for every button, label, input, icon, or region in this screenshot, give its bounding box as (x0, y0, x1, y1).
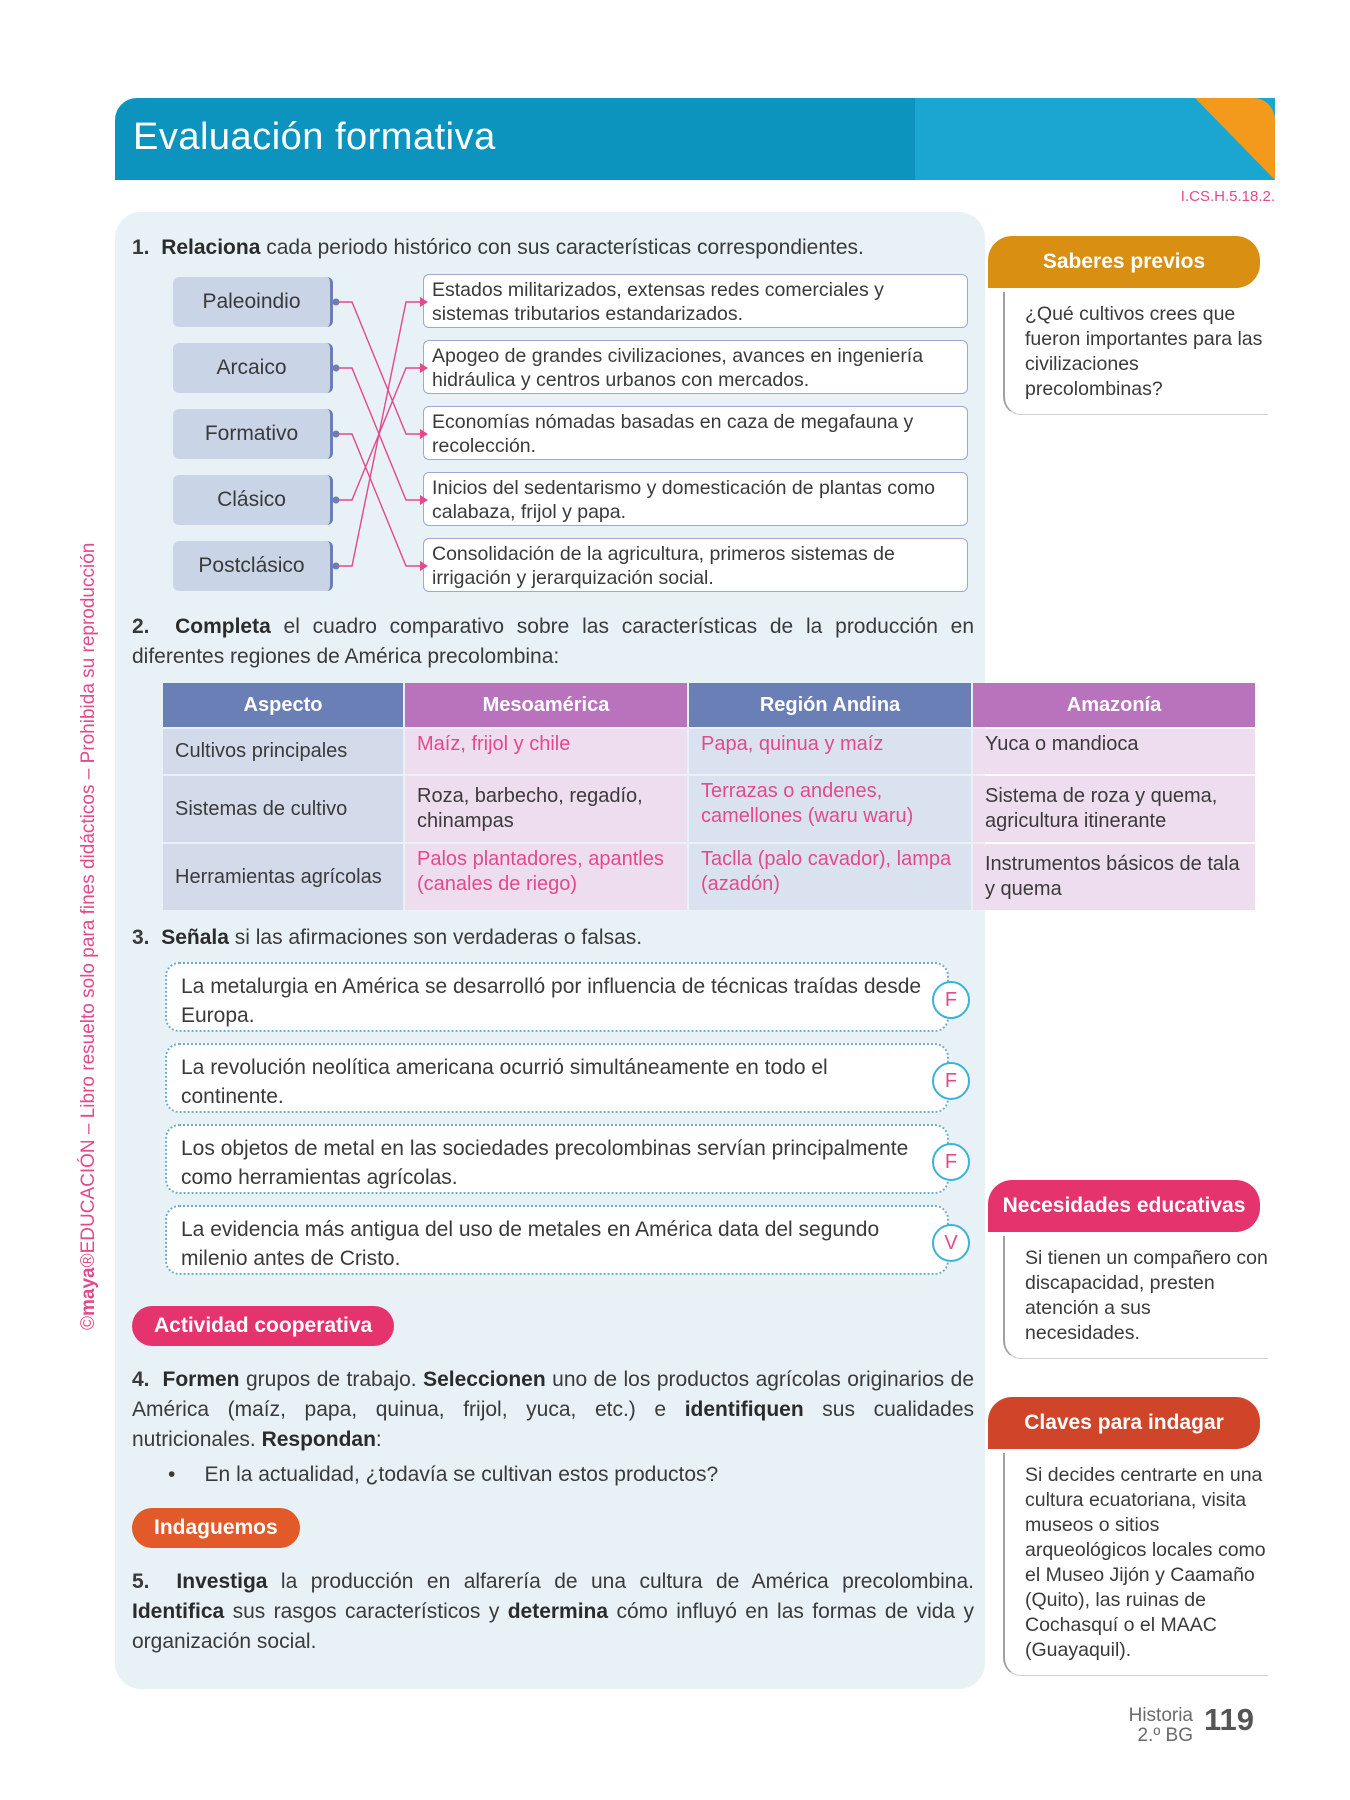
question-number: 5. (132, 1570, 150, 1593)
answer-cell[interactable]: Palos plantadores, apantles (canales de riego) (405, 844, 687, 910)
cooperative-activity-label: Actividad cooperativa (132, 1306, 394, 1346)
table-cell: Instrumentos básicos de tala y quema (973, 844, 1255, 910)
page-number: 119 (1204, 1702, 1255, 1737)
question-3 (132, 923, 972, 953)
answer-cell[interactable]: Taclla (palo cavador), lampa (azadón) (689, 844, 971, 910)
matching-lines (330, 270, 430, 590)
dua-title: DUA (952, 12, 1008, 42)
description-3[interactable]: Economías nómadas basadas en caza de megafauna y recolección. (423, 406, 968, 460)
necesidades-educativas-text: Si tienen un compañero con discapacidad, presten atención a sus necesidades. (1003, 1236, 1268, 1359)
description-2[interactable]: Apogeo de grandes civilizaciones, avances en ingeniería hidráulica y centros urbanos con mercados. (423, 340, 968, 394)
match-arrow (420, 363, 428, 373)
comparison-table (161, 681, 1257, 912)
header-mesoamerica: Mesoamérica (405, 683, 687, 727)
question-5 (132, 1567, 974, 1657)
table-cell: Sistema de roza y quema, agricultura itinerante (973, 776, 1255, 842)
question-1 (132, 233, 972, 263)
period-arcaico[interactable]: Arcaico (173, 343, 333, 393)
question-number: 1. (132, 236, 150, 259)
dua-subtitle: Acción y expresión (879, 44, 1081, 69)
question-text: : (375, 1428, 382, 1451)
answer-circle[interactable]: F (932, 1062, 970, 1100)
answer-circle[interactable]: F (932, 1143, 970, 1181)
question-number: 2. (132, 615, 150, 638)
match-arrow (420, 429, 428, 439)
table-header-row (163, 683, 1255, 727)
statement-box: La revolución neolítica americana ocurrió simultáneamente en todo el continente. (165, 1043, 949, 1113)
claves-para-indagar-title: Claves para indagar (988, 1397, 1260, 1449)
statement-box: Los objetos de metal en las sociedades precolombinas servían principalmente como herramientas agrícolas. (165, 1124, 949, 1194)
saberes-previos-title: Saberes previos (988, 236, 1260, 288)
answer-cell[interactable]: Terrazas o andenes, camellones (waru waru) (689, 776, 971, 842)
question-text: cómo influyó en las formas de vida y organización social. (132, 1600, 974, 1653)
table-row (163, 844, 1255, 910)
copyright-text: EDUCACIÓN – Libro resuelto solo para fines didácticos – Prohibida su reproducción (78, 542, 99, 1254)
header-region-andina: Región Andina (689, 683, 971, 727)
question-verb: Señala (161, 926, 229, 949)
period-postclasico[interactable]: Postclásico (173, 541, 333, 591)
header-aspecto: Aspecto (163, 683, 403, 727)
answer-cell[interactable]: Maíz, frijol y chile (405, 729, 687, 774)
description-1[interactable]: Estados militarizados, extensas redes comerciales y sistemas tributarios estandarizados. (423, 274, 968, 328)
question-text: sus rasgos característicos y (224, 1600, 508, 1623)
period-clasico[interactable]: Clásico (173, 475, 333, 525)
footer-subject (1115, 1706, 1193, 1746)
table-cell: Roza, barbecho, regadío, chinampas (405, 776, 687, 842)
question-verb: Relaciona (161, 236, 261, 259)
table-row (163, 776, 1255, 842)
header-band (115, 98, 1275, 180)
row-label: Herramientas agrícolas (163, 844, 403, 910)
statement-box: La metalurgia en América se desarrolló por influencia de técnicas traídas desde Europa. (165, 962, 949, 1032)
question-number: 3. (132, 926, 150, 949)
description-5[interactable]: Consolidación de la agricultura, primeros sistemas de irrigación y jerarquización social. (423, 538, 968, 592)
question-4 (132, 1365, 974, 1455)
bold-term: Respondan (261, 1428, 376, 1451)
claves-para-indagar-text: Si decides centrarte en una cultura ecuatoriana, visita museos o sitios arqueológicos locales como el Museo Jijón y Caamaño (Quito), las ruinas de Cochasquí o el MAAC (Guayaquil). (1003, 1453, 1268, 1676)
question-number: 4. (132, 1368, 150, 1391)
answer-cell[interactable]: Yuca o mandioca (973, 729, 1255, 774)
bold-term: Identifica (132, 1600, 225, 1623)
period-formativo[interactable]: Formativo (173, 409, 333, 459)
bold-term: identifiquen (684, 1398, 804, 1421)
question-text: grupos de trabajo. (239, 1368, 424, 1391)
match-arrow (420, 561, 428, 571)
match-arrow (420, 297, 428, 307)
necesidades-educativas-title: Necesidades educativas (988, 1180, 1260, 1232)
row-label: Cultivos principales (163, 729, 403, 774)
row-label: Sistemas de cultivo (163, 776, 403, 842)
answer-circle[interactable]: F (932, 981, 970, 1019)
question-text: cada periodo histórico con sus características correspondientes. (260, 236, 864, 259)
copyright-margin-note: ©maya®EDUCACIÓN – Libro resuelto solo para fines didácticos – Prohibida su reproducción (78, 542, 99, 1330)
question-text: sus cualidades nutricionales. (132, 1398, 974, 1451)
skill-code: I.CS.H.5.18.2. (1180, 188, 1275, 205)
bold-term: determina (507, 1600, 609, 1623)
question-text: si las afirmaciones son verdaderas o falsas. (228, 926, 643, 949)
bold-term: Formen (162, 1368, 240, 1391)
indaguemos-label: Indaguemos (132, 1508, 300, 1548)
grade-level: 2.º BG (1137, 1725, 1193, 1746)
question-text: la producción en alfarería de una cultura de América precolombina. (267, 1570, 974, 1593)
bullet-icon: • (168, 1463, 176, 1486)
question-text: uno de los productos agrícolas originarios de América (maíz, papa, quinua, frijol, yuca, etc.) e (132, 1368, 974, 1421)
question-text: el cuadro comparativo sobre las características de la producción en diferentes regiones de América precolombina: (132, 615, 975, 668)
saberes-previos-text: ¿Qué cultivos crees que fueron importantes para las civilizaciones precolombinas? (1003, 292, 1268, 415)
question-2 (132, 612, 974, 672)
table-row (163, 729, 1255, 774)
bold-term: Investiga (176, 1570, 268, 1593)
bullet-item (168, 1460, 958, 1490)
brand-logo: maya (78, 1267, 99, 1316)
answer-cell[interactable]: Papa, quinua y maíz (689, 729, 971, 774)
match-arrow (420, 495, 428, 505)
bold-term: Seleccionen (423, 1368, 546, 1391)
header-amazonia: Amazonía (973, 683, 1255, 727)
bullet-text: En la actualidad, ¿todavía se cultivan estos productos? (204, 1463, 719, 1486)
period-paleoindio[interactable]: Paleoindio (173, 277, 333, 327)
answer-circle[interactable]: V (932, 1224, 970, 1262)
statement-box: La evidencia más antigua del uso de metales en América data del segundo milenio antes de Cristo. (165, 1205, 949, 1275)
page-title: Evaluación formativa (133, 116, 496, 158)
subject-name: Historia (1128, 1705, 1193, 1726)
description-4[interactable]: Inicios del sedentarismo y domesticación de plantas como calabaza, frijol y papa. (423, 472, 968, 526)
question-verb: Completa (175, 615, 271, 638)
